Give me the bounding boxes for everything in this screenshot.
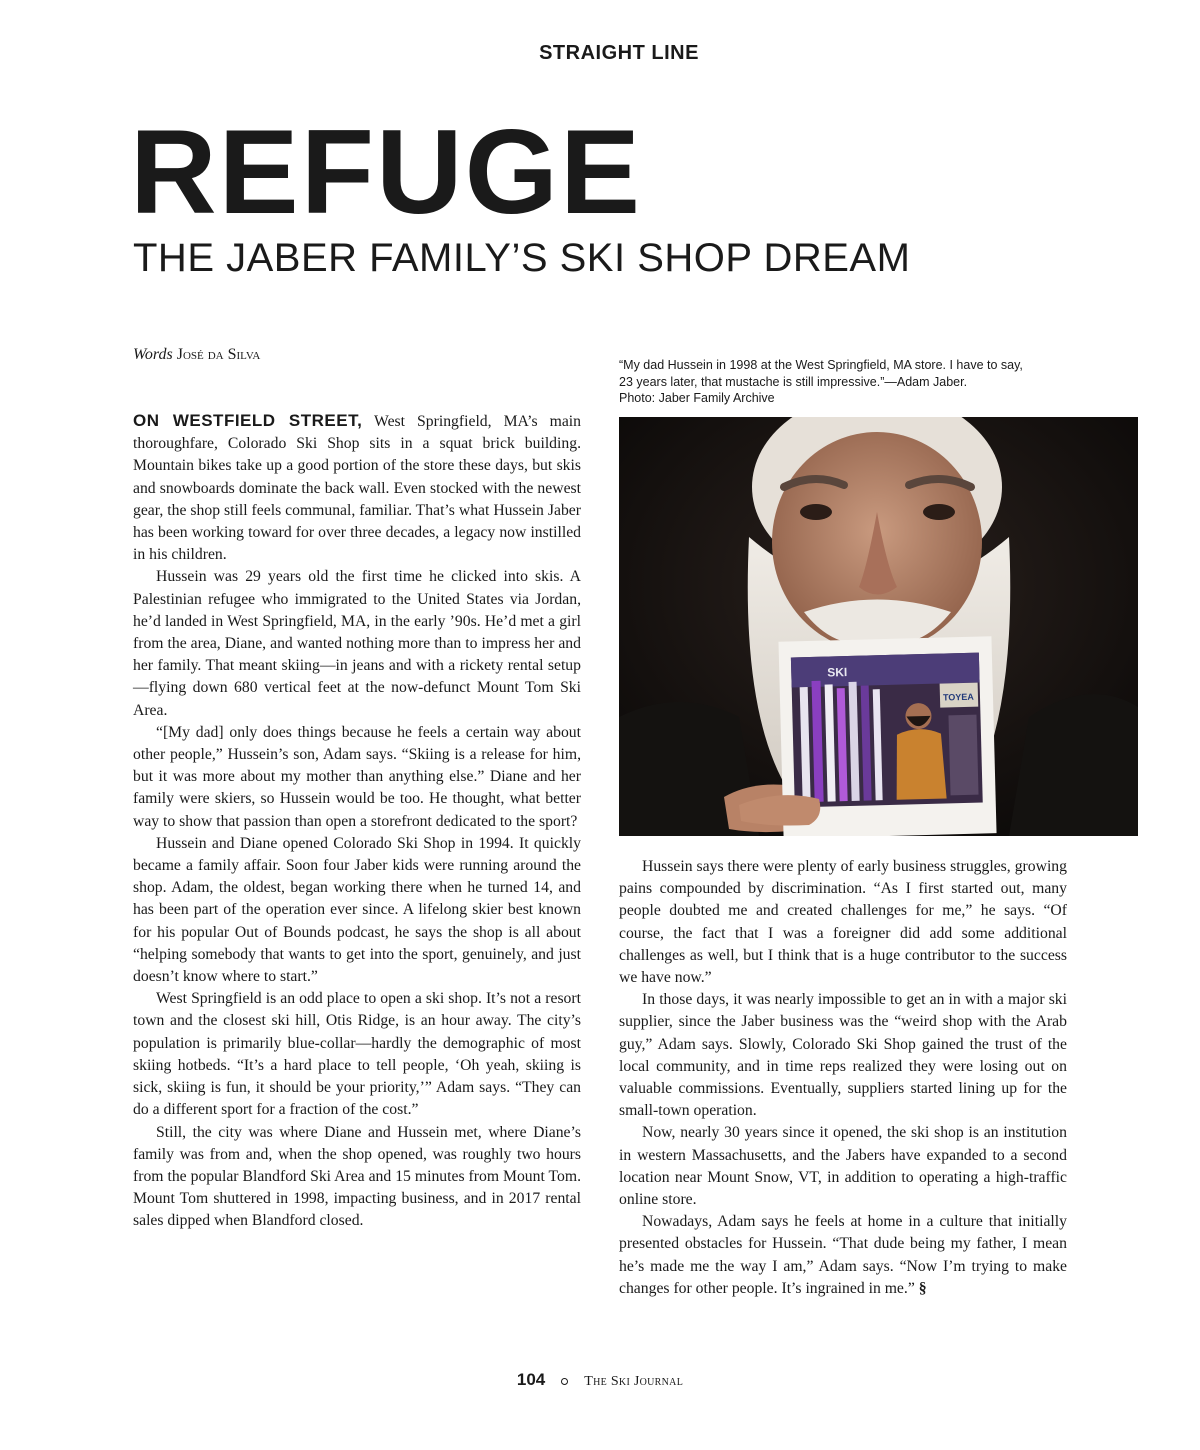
end-mark-icon: § — [918, 1279, 927, 1297]
polaroid-sign: TOYEA — [942, 691, 974, 703]
paragraph: Hussein was 29 years old the first time he clicked into skis. A Palestinian refugee who immigrated to the United States via Jordan, he’d landed in West Springfield, MA, in the early ’90s. He’d met a girl from the area, Diane, and wanted nothing more than to impress her and her family. That meant skiing—in jeans and with a rickety rental setup—flying down 680 vertical feet at the now-defunct Mount Tom Ski Area. — [133, 568, 581, 719]
portrait-illustration — [619, 417, 1138, 836]
article-column-left — [133, 410, 581, 1233]
byline — [133, 346, 260, 364]
paragraph: West Springfield is an odd place to open a ski shop. It’s not a resort town and the closest ski hill, Otis Ridge, is an hour away. The city’s population is primarily blue-collar—hardly the demographic of most skiing hotbeds. “It’s a hard place to tell people, ‘Oh yeah, skiing is sick, skiing is fun, it should be your priority,’” Adam says. “They can do a different sport for a fraction of the cost.” — [133, 990, 581, 1119]
caption-line: “My dad Hussein in 1998 at the West Springfield, MA store. I have to say, — [619, 358, 1023, 372]
photo-caption — [619, 357, 1069, 407]
lead-in: ON WESTFIELD STREET, — [133, 411, 363, 430]
polaroid-sign: SKI — [827, 665, 848, 680]
page-footer — [0, 1370, 1200, 1390]
paragraph — [133, 410, 581, 566]
paragraph — [619, 1211, 1067, 1300]
paragraph: Hussein says there were plenty of early business struggles, growing pains compounded by discrimination. “As I first started out, many people doubted me and created challenges for me,” he says. “Of course, the fact that I was a foreigner did add some additional challenges as well, but I think that is a huge contributor to the success we have now.” — [619, 858, 1067, 987]
article-column-right — [619, 856, 1067, 1300]
article-title: REFUGE — [130, 105, 643, 239]
paragraph: “[My dad] only does things because he feels a certain way about other people,” Hussein’s son, Adam says. “Skiing is a release for him, but it was more about my mother than anything else.” Diane and her family were skiers, so Hussein would be too. He thought, what better way to show that passion than open a storefront dedicated to the sport? — [133, 723, 581, 830]
byline-author: José da Silva — [176, 346, 261, 363]
paragraph-text: West Springfield, MA’s main thoroughfare, Colorado Ski Shop sits in a squat brick building. Mountain bikes take up a good portion of the store these days, but skis and snowboards dominate the back wall. Even stocked with the newest gear, the shop still feels communal, familiar. That’s what Hussein Jaber has been working toward for over three decades, a legacy now instilled in his children. — [133, 413, 581, 564]
paragraph-text: Nowadays, Adam says he feels at home in a culture that initially presented obstacles for Hussein. “That dude being my father, I mean he’s made me the way I am,” Adam says. “Now I’m trying to make changes for other people. It’s ingrained in me.” — [619, 1213, 1067, 1297]
paragraph: Now, nearly 30 years since it opened, the ski shop is an institution in western Massachusetts, and the Jabers have expanded to a second location near Mount Snow, VT, in addition to operating a high-traffic online store. — [619, 1124, 1067, 1209]
paragraph: In those days, it was nearly impossible to get an in with a major ski supplier, since the Jaber business was the “weird shop with the Arab guy,” Adam says. Slowly, Colorado Ski Shop gained the trust of the local community, and in time reps realized they were losing out on valuable commissions. Eventually, suppliers started lining up for the small-town operation. — [619, 991, 1067, 1120]
caption-line: 23 years later, that mustache is still impressive.”—Adam Jaber. — [619, 374, 968, 389]
page-number: 104 — [516, 1370, 546, 1389]
photo-credit: Photo: Jaber Family Archive — [619, 391, 775, 405]
paragraph: Hussein and Diane opened Colorado Ski Shop in 1994. It quickly became a family affair. Soon four Jaber kids were running around the shop. Adam, the oldest, began working there when he turned 14, and has been part of the operation ever since. A lifelong skier best known for his popular Out of Bounds podcast, he says the shop is all about “helping somebody that wants to get into the sport, genuinely, and just doesn’t know where to start.” — [133, 834, 581, 986]
publication-name: The Ski Journal — [584, 1374, 684, 1389]
article-subtitle: THE JABER FAMILY’S SKI SHOP DREAM — [133, 236, 911, 280]
portrait-photo — [619, 417, 1138, 836]
section-label: STRAIGHT LINE — [539, 42, 699, 64]
paragraph: Still, the city was where Diane and Hussein met, where Diane’s family was from and, when the shop opened, was roughly two hours from the popular Blandford Ski Area and 15 minutes from Mount Tom. Mount Tom shuttered in 1998, impacting business, and in 2017 rental sales dipped when Blandford closed. — [133, 1123, 581, 1230]
byline-label: Words — [133, 346, 173, 363]
bullet-icon — [561, 1378, 568, 1385]
